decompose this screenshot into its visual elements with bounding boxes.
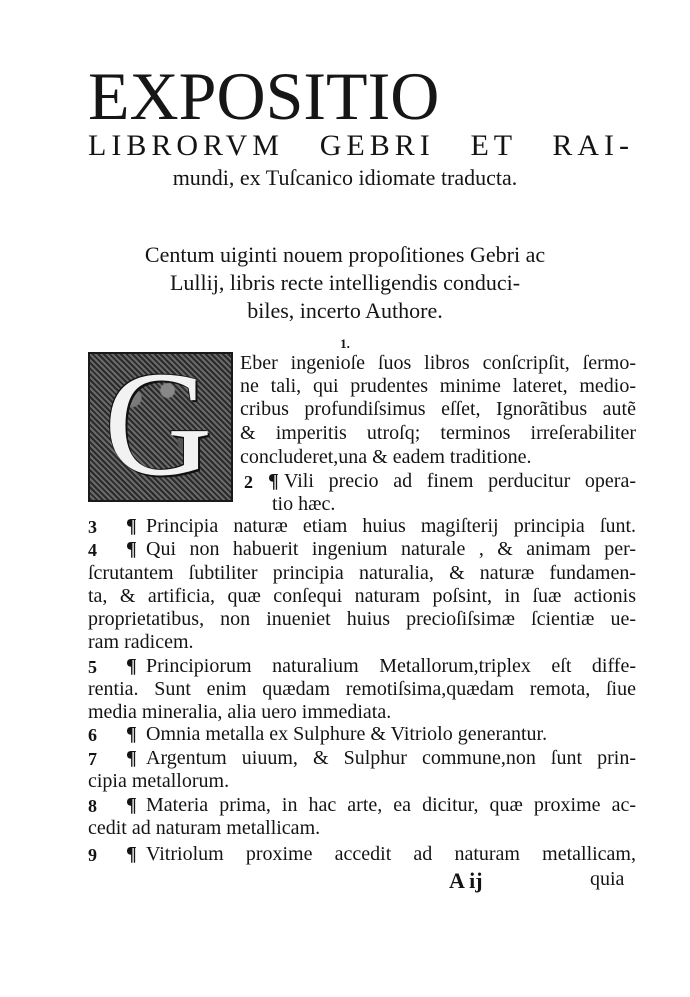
- proposition-number-2: 2: [244, 472, 253, 492]
- prop-5-line: rentia. Sunt enim quædam remotiſsima,quædam remota, ſiue: [88, 678, 636, 700]
- subtitle-line-2: mundi, ex Tuſcanico idiomate traducta.: [172, 165, 518, 190]
- prop-1-line: ne tali, qui prudentes minime lateret, medio-: [240, 375, 636, 397]
- prop-2-line: Vili precio ad finem perducitur opera-: [284, 470, 636, 492]
- subtitle-line-1: LIBRORVM GEBRI ET RAI-: [88, 129, 634, 162]
- proposition-number-9: 9: [88, 845, 97, 865]
- pilcrow-icon: ¶: [126, 515, 137, 537]
- pilcrow-icon: ¶: [126, 723, 137, 745]
- proposition-number-4: 4: [88, 540, 97, 560]
- prop-4-line: Qui non habuerit ingenium naturale , & animam per-: [146, 538, 636, 560]
- pilcrow-icon: ¶: [126, 843, 137, 865]
- proposition-number-5: 5: [88, 657, 97, 677]
- page-title: EXPOSITIO: [88, 58, 440, 134]
- pilcrow-icon: ¶: [126, 747, 137, 769]
- prop-1-line: & imperitis utroſq; terminos irreſerabiliter: [240, 422, 636, 444]
- proposition-number-1: 1.: [340, 336, 350, 351]
- prop-3-line: Principia naturæ etiam huius magiſterij principia ſunt.: [146, 515, 636, 537]
- signature-mark: A ij: [449, 868, 483, 893]
- prop-5-line: media mineralia, alia uero immediata.: [88, 701, 392, 723]
- prop-1-line: concluderet,una & eadem traditione.: [240, 446, 532, 468]
- pilcrow-icon: ¶: [126, 794, 137, 816]
- initial-letter: G: [104, 352, 213, 502]
- intro-line: biles, incerto Authore.: [247, 298, 443, 323]
- prop-7-line: Argentum uiuum, & Sulphur commune,non ſunt prin-: [146, 747, 636, 769]
- proposition-number-6: 6: [88, 725, 97, 745]
- proposition-number-7: 7: [88, 749, 97, 769]
- prop-6-line: Omnia metalla ex Sulphure & Vitriolo generantur.: [146, 723, 548, 745]
- decorated-initial: [88, 352, 233, 502]
- prop-9-line: Vitriolum proxime accedit ad naturam metallicam,: [146, 843, 636, 865]
- catchword: quia: [590, 868, 625, 890]
- proposition-number-3: 3: [88, 517, 97, 537]
- prop-8-line: Materia prima, in hac arte, ea dicitur, quæ proxime ac-: [146, 794, 636, 816]
- prop-2-line: tio hæc.: [272, 493, 336, 515]
- prop-1-line: cribus profundiſsimus eſſet, Ignorãtibus autẽ: [240, 398, 636, 420]
- prop-4-line: proprietatibus, non inueniet huius precioſiſsimæ ſcientiæ ue-: [88, 608, 636, 630]
- pilcrow-icon: ¶: [126, 655, 137, 677]
- prop-5-line: Principiorum naturalium Metallorum,triplex eſt diffe-: [146, 655, 636, 677]
- pilcrow-icon: ¶: [126, 538, 137, 560]
- prop-4-line: ta, & artificia, quæ conſequi naturam poſsint, in ſuæ actionis: [88, 585, 636, 607]
- intro-line: Lullij, libris recte intelligendis conduci-: [169, 270, 521, 295]
- intro-line: Centum uiginti nouem propoſitiones Gebri ac: [144, 242, 546, 267]
- pilcrow-icon: ¶: [268, 470, 279, 492]
- prop-7-line: cipia metallorum.: [88, 770, 230, 792]
- prop-8-line: cedit ad naturam metallicam.: [88, 817, 321, 839]
- prop-4-line: ram radicem.: [88, 631, 194, 653]
- prop-1-line: Eber ingenioſe ſuos libros conſcripſit, ſermo-: [240, 352, 636, 374]
- proposition-number-8: 8: [88, 796, 97, 816]
- prop-4-line: ſcrutantem ſubtiliter principia naturalia, & naturæ fundamen-: [88, 562, 636, 584]
